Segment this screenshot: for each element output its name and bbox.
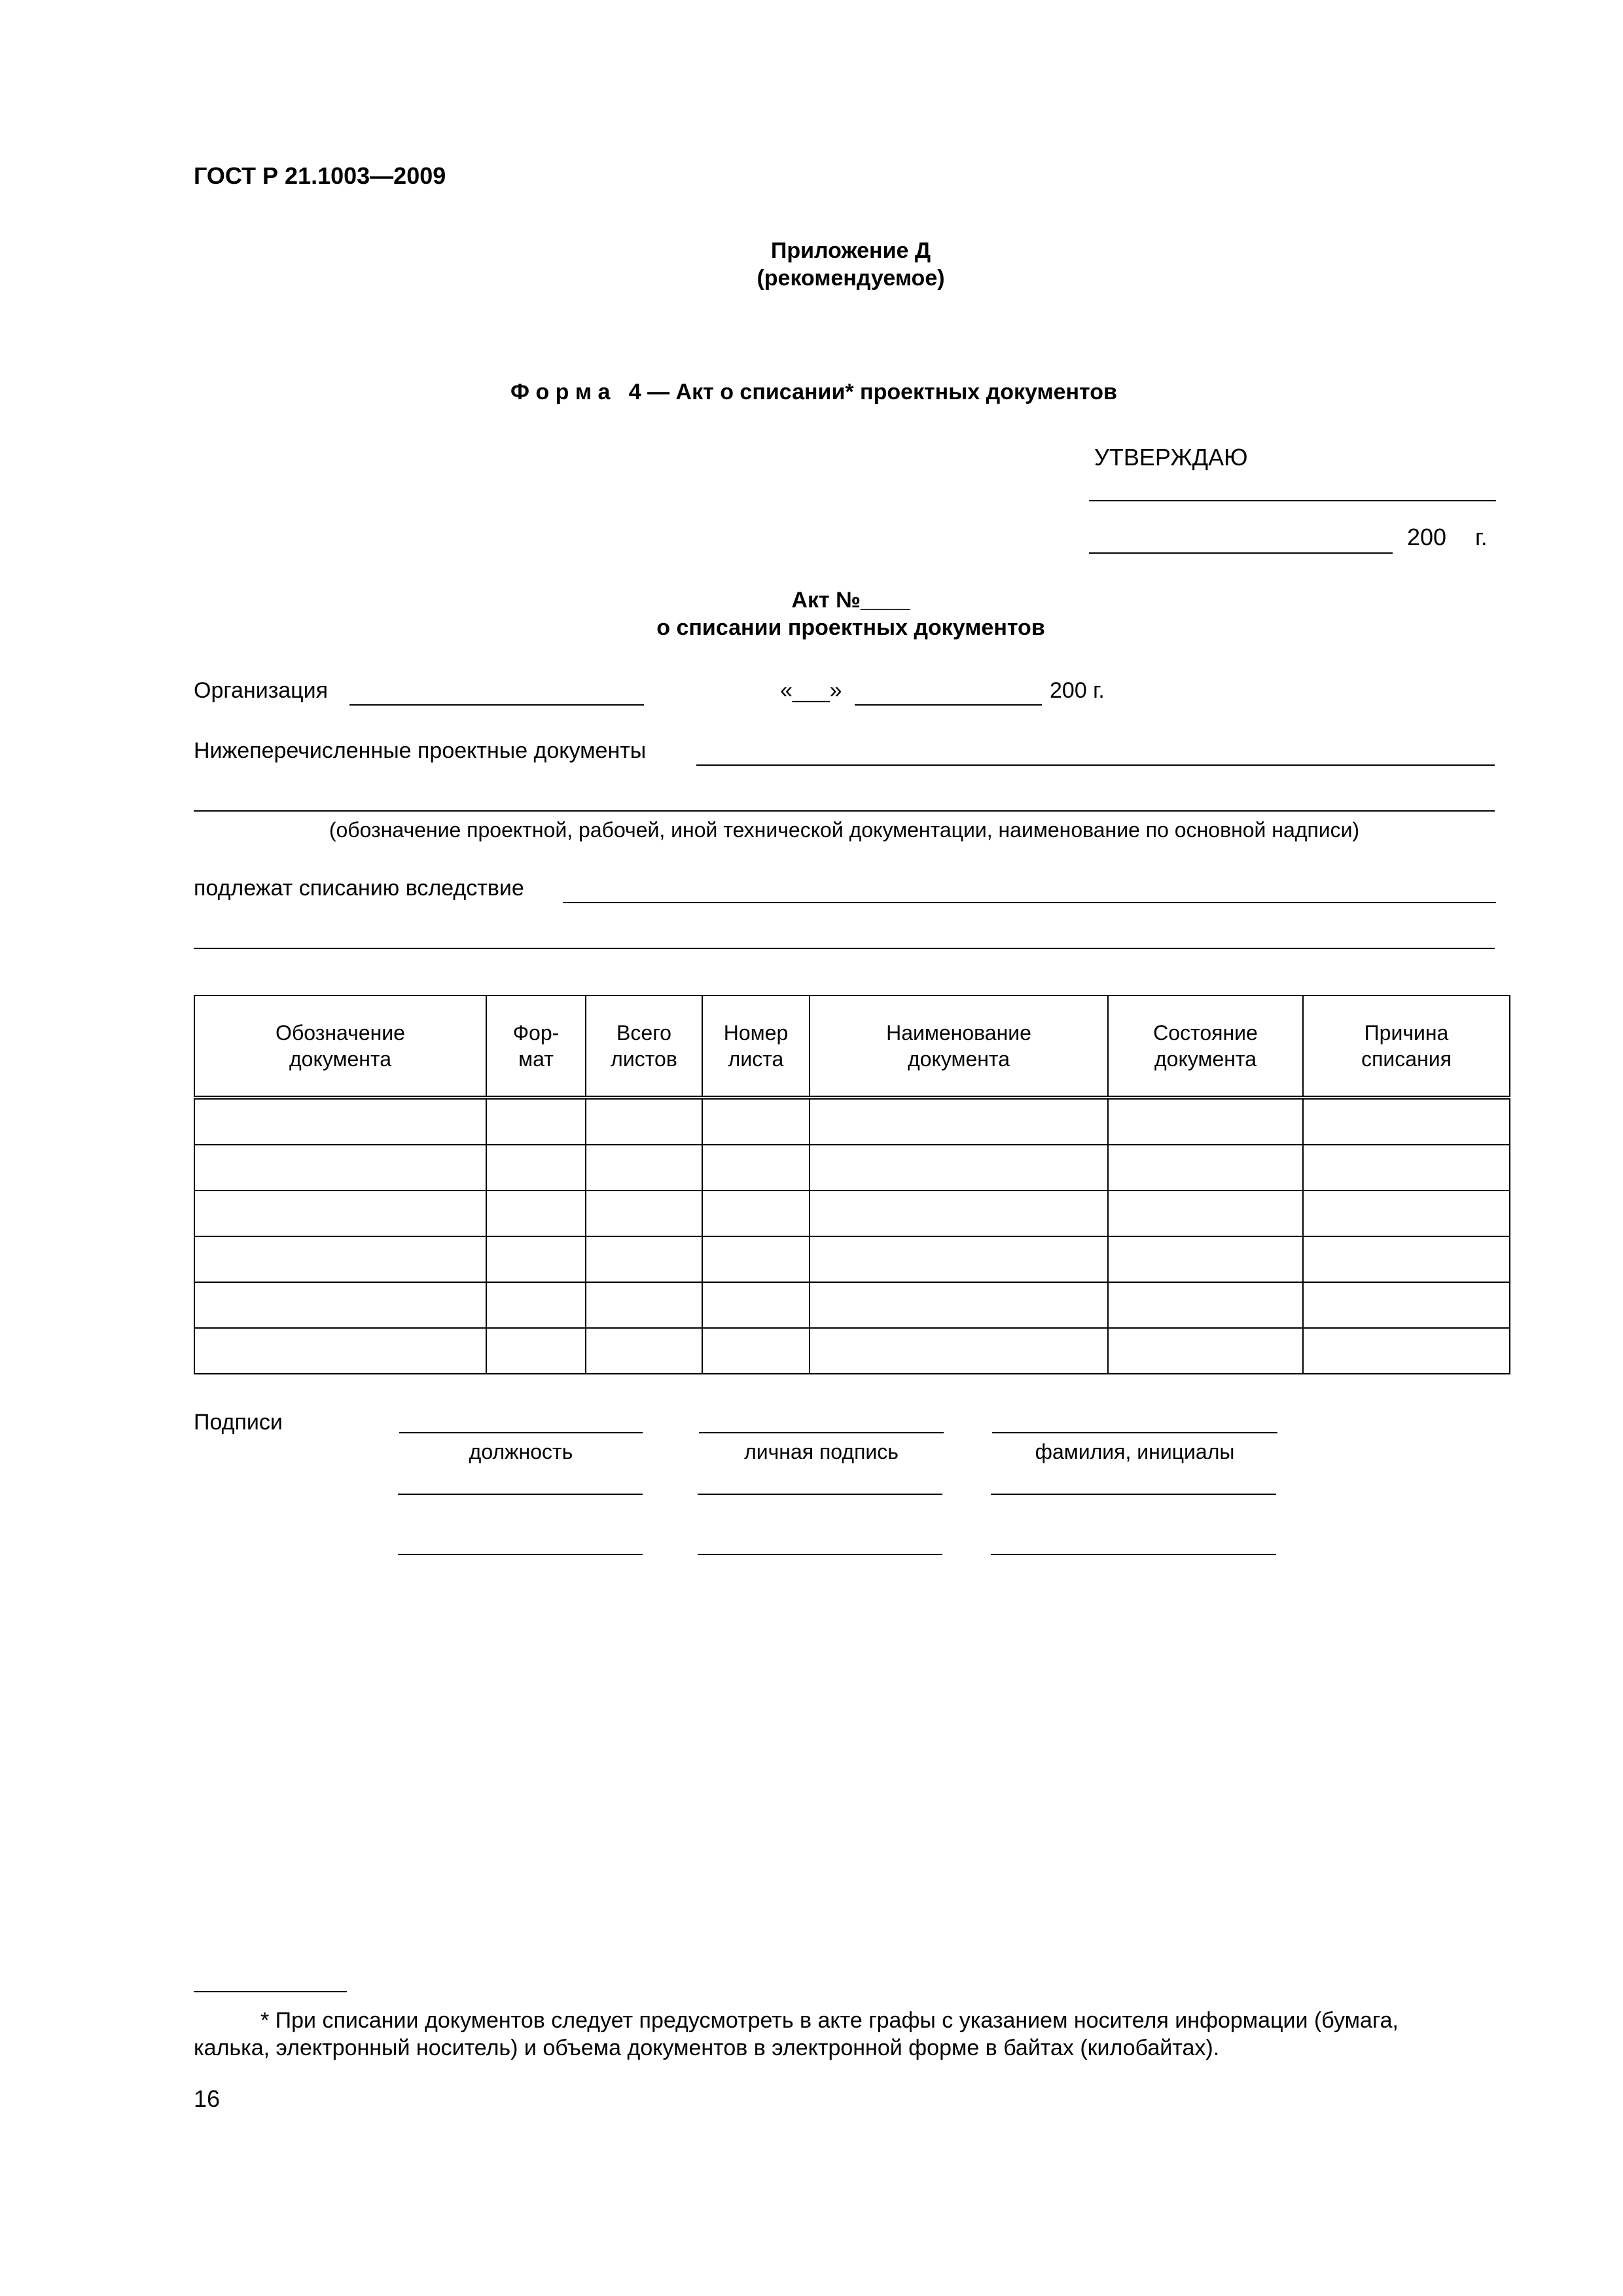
table-cell[interactable]: [702, 1236, 810, 1282]
table-cell[interactable]: [194, 1145, 486, 1191]
table-cell[interactable]: [810, 1328, 1108, 1374]
documents-caption: (обозначение проектной, рабочей, иной технической документации, наименование по основной надписи): [329, 818, 1360, 842]
table-cell[interactable]: [1303, 1236, 1510, 1282]
table-cell[interactable]: [586, 1145, 702, 1191]
table-body: [194, 1098, 1510, 1374]
table-cell[interactable]: [810, 1191, 1108, 1236]
standard-number: ГОСТ Р 21.1003—2009: [194, 162, 446, 189]
table-cell[interactable]: [810, 1098, 1108, 1145]
date-year: 200 г.: [1050, 678, 1105, 703]
table-header-row: [194, 996, 1510, 1098]
table-cell[interactable]: [1108, 1328, 1303, 1374]
table-header-text: Всего: [616, 1021, 671, 1045]
organization-label: Организация: [194, 678, 329, 703]
table-cell[interactable]: [810, 1282, 1108, 1328]
table-cell[interactable]: [1303, 1098, 1510, 1145]
table-row: [194, 1145, 1510, 1191]
table-cell[interactable]: [1108, 1236, 1303, 1282]
reason-field-1[interactable]: [563, 902, 1496, 903]
approve-year-suffix: г.: [1475, 524, 1488, 550]
signature-position-line-2[interactable]: [398, 1494, 643, 1495]
table-cell[interactable]: [702, 1328, 810, 1374]
table-header-text: документа: [907, 1047, 1010, 1071]
approve-label: УТВЕРЖДАЮ: [1094, 444, 1248, 471]
table-cell[interactable]: [486, 1328, 586, 1374]
table-cell[interactable]: [702, 1191, 810, 1236]
signature-name-line-2[interactable]: [991, 1494, 1276, 1495]
table-cell[interactable]: [1303, 1328, 1510, 1374]
signature-personal-line-1[interactable]: [699, 1432, 944, 1433]
signature-name-line-3[interactable]: [991, 1554, 1276, 1555]
signature-personal-line-2[interactable]: [698, 1494, 942, 1495]
table-header-cell: [1303, 996, 1510, 1098]
table-cell[interactable]: [486, 1191, 586, 1236]
table-cell[interactable]: [810, 1145, 1108, 1191]
date-month-field[interactable]: [855, 704, 1042, 706]
table-header-text: листа: [728, 1047, 784, 1071]
table-cell[interactable]: [1108, 1098, 1303, 1145]
table-row: [194, 1282, 1510, 1328]
table-cell[interactable]: [702, 1145, 810, 1191]
table-cell[interactable]: [486, 1282, 586, 1328]
table-cell[interactable]: [194, 1282, 486, 1328]
documents-field-1[interactable]: [696, 764, 1495, 766]
table-cell[interactable]: [586, 1282, 702, 1328]
documents-field-2[interactable]: [194, 810, 1495, 812]
table-header-text: Фор-: [512, 1021, 560, 1045]
table-header-text: Номер: [723, 1021, 789, 1045]
approve-date-line[interactable]: [1089, 552, 1393, 554]
table-row: [194, 1098, 1510, 1145]
signature-position-line-1[interactable]: [399, 1432, 643, 1433]
form-title-text: 4 — Акт о списании* проектных документов: [628, 380, 1117, 404]
table-cell[interactable]: [194, 1098, 486, 1145]
signature-caption-personal: личная подпись: [744, 1440, 899, 1463]
table-cell[interactable]: [194, 1236, 486, 1282]
signature-caption-position: должность: [469, 1440, 573, 1463]
table-header-text: Причина: [1364, 1021, 1449, 1045]
table-header-cell: [586, 996, 702, 1098]
footnote-separator: [194, 1991, 347, 1992]
table-header-cell: [1108, 996, 1303, 1098]
table-cell[interactable]: [194, 1328, 486, 1374]
footnote-line-1: * При списании документов следует предусмотреть в акте графы с указанием носителя информации (бумага,: [260, 2008, 1399, 2033]
signatures-label: Подписи: [194, 1410, 283, 1435]
table-row: [194, 1236, 1510, 1282]
signature-caption-name: фамилия, инициалы: [1035, 1440, 1235, 1463]
reason-label: подлежат списанию вследствие: [194, 876, 524, 901]
form-title: [510, 380, 1117, 405]
table-header-text: списания: [1361, 1047, 1452, 1071]
table-cell[interactable]: [486, 1098, 586, 1145]
table-header-text: листов: [611, 1047, 677, 1071]
table-cell[interactable]: [1108, 1282, 1303, 1328]
footnote-line-2: калька, электронный носитель) и объема документов в электронной форме в байтах (килобайтах).: [194, 2036, 1220, 2060]
table-header-text: Наименование: [886, 1021, 1031, 1045]
table-row: [194, 1191, 1510, 1236]
reason-field-2[interactable]: [194, 948, 1495, 949]
table-cell[interactable]: [586, 1236, 702, 1282]
table-cell[interactable]: [486, 1145, 586, 1191]
table-header-text: документа: [1154, 1047, 1257, 1071]
date-day-field[interactable]: «___»: [780, 678, 842, 703]
table-header-text: документа: [289, 1047, 392, 1071]
appendix-subtitle: (рекомендуемое): [757, 266, 945, 291]
table-cell[interactable]: [194, 1191, 486, 1236]
table-header-cell: [194, 996, 486, 1098]
table-header-cell: [486, 996, 586, 1098]
organization-field[interactable]: [349, 704, 644, 706]
appendix-title: Приложение Д: [770, 238, 931, 263]
table-header-text: Состояние: [1153, 1021, 1258, 1045]
page-number: 16: [194, 2085, 221, 2112]
table-header-cell: [810, 996, 1108, 1098]
act-title: Акт №____: [791, 588, 910, 613]
signature-name-line-1[interactable]: [992, 1432, 1277, 1433]
table-cell[interactable]: [586, 1098, 702, 1145]
approve-year: 200: [1407, 524, 1447, 550]
table-cell[interactable]: [586, 1191, 702, 1236]
table-cell[interactable]: [1303, 1145, 1510, 1191]
signature-position-line-3[interactable]: [398, 1554, 643, 1555]
table-cell[interactable]: [702, 1282, 810, 1328]
documents-table: [194, 995, 1510, 1374]
table-cell[interactable]: [1303, 1191, 1510, 1236]
table-header-cell: [702, 996, 810, 1098]
approve-signature-line[interactable]: [1089, 500, 1496, 501]
table-cell[interactable]: [586, 1328, 702, 1374]
table-cell[interactable]: [486, 1236, 586, 1282]
table-cell[interactable]: [1108, 1191, 1303, 1236]
table-header-text: мат: [518, 1047, 554, 1071]
documents-label: Нижеперечисленные проектные документы: [194, 738, 647, 763]
signature-personal-line-3[interactable]: [698, 1554, 942, 1555]
table-cell[interactable]: [810, 1236, 1108, 1282]
table-header-text: Обозначение: [276, 1021, 405, 1045]
table-cell[interactable]: [1303, 1282, 1510, 1328]
act-subtitle: о списании проектных документов: [656, 615, 1045, 640]
form-title-prefix: Ф о р м а: [510, 380, 611, 404]
table-row: [194, 1328, 1510, 1374]
table-cell[interactable]: [1108, 1145, 1303, 1191]
table-cell[interactable]: [702, 1098, 810, 1145]
